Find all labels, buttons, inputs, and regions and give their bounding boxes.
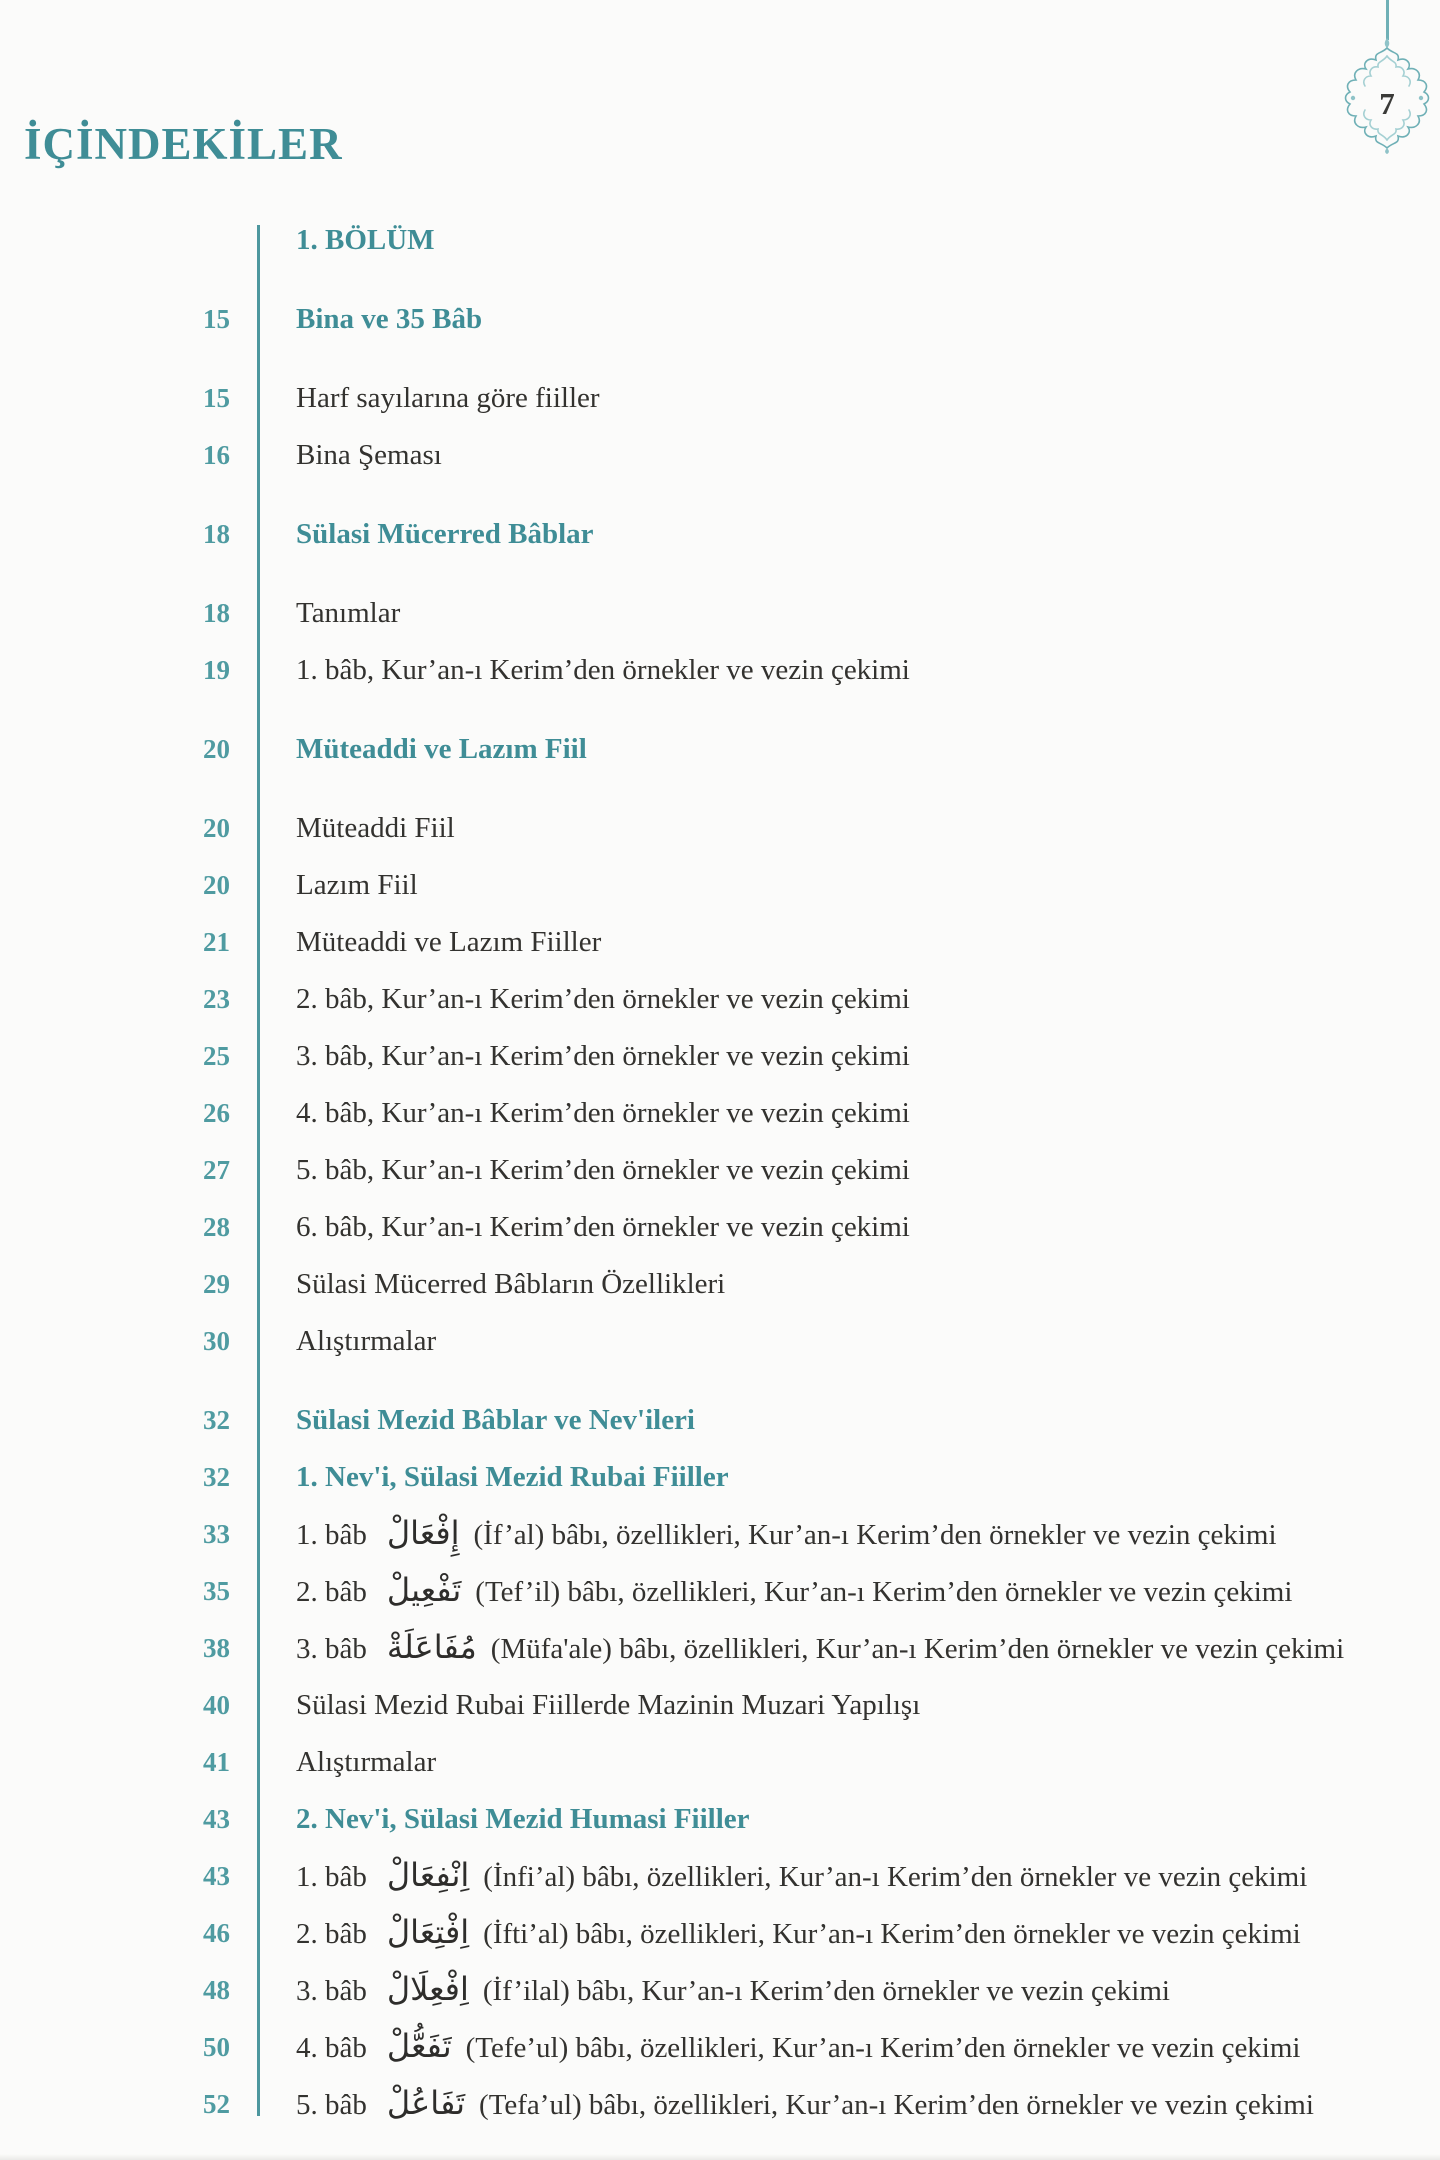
page-number: 7	[1379, 86, 1395, 121]
toc-entry-label	[296, 1628, 1345, 1666]
toc-row	[0, 800, 1440, 857]
toc-entry-label	[296, 303, 482, 336]
toc-entry-label	[296, 597, 400, 630]
toc-entry-label	[296, 1803, 750, 1836]
toc-entry-text-after: (Müfa'ale) bâbı, özellikleri, Kur’an-ı Kerim’den örnekler ve vezin çekimi	[490, 1633, 1345, 1665]
toc-page-number: 27	[203, 1155, 230, 1185]
toc-entry-text: 3. bâb	[296, 1975, 367, 2007]
toc-entry-text: Alıştırmalar	[296, 1325, 437, 1357]
toc-entry-arabic-word: اِفْتِعَالْ	[386, 1913, 470, 1951]
toc-row	[0, 427, 1440, 484]
toc-entry-text: 1. bâb, Kur’an-ı Kerim’den örnekler ve vezin çekimi	[296, 654, 910, 686]
toc-row	[0, 1563, 1440, 1620]
toc-page-number: 35	[203, 1576, 230, 1606]
toc-entry-arabic-word: مُفَاعَلَةْ	[386, 1628, 477, 1666]
toc-entry-text: 5. bâb	[296, 2089, 367, 2121]
toc-page-number: 43	[203, 1861, 230, 1891]
toc-page-number: 15	[203, 304, 230, 334]
toc-entry-label	[296, 2084, 1314, 2122]
toc-page-number: 32	[203, 1405, 230, 1435]
toc-entry-text-after: (İnfi’al) bâbı, özellikleri, Kur’an-ı Kerim’den örnekler ve vezin çekimi	[483, 1861, 1308, 1893]
toc-entry-text: 2. bâb	[296, 1918, 367, 1950]
toc-row	[0, 642, 1440, 699]
toc-row	[0, 291, 1440, 348]
toc-page-number: 20	[203, 734, 230, 764]
toc-entry-text: 2. bâb, Kur’an-ı Kerim’den örnekler ve vezin çekimi	[296, 983, 910, 1015]
toc-page-number: 30	[203, 1326, 230, 1356]
toc-row	[0, 857, 1440, 914]
toc-entry-text: Bina ve 35 Bâb	[296, 303, 483, 335]
toc-page-number: 15	[203, 383, 230, 413]
toc-entry-arabic-word: اِنْفِعَالْ	[386, 1856, 470, 1894]
toc-entry-text: Sülasi Mücerred Bâbların Özellikleri	[296, 1268, 726, 1300]
toc-entry-label	[296, 733, 587, 766]
toc-page-number: 29	[203, 1269, 230, 1299]
toc-page-number: 41	[203, 1747, 230, 1777]
toc-list	[0, 212, 1440, 2133]
toc-entry-text: 1. bâb	[296, 1519, 367, 1551]
toc-entry-text: 3. bâb	[296, 1633, 367, 1665]
page-bottom-edge	[0, 2154, 1440, 2160]
toc-row	[0, 1392, 1440, 1449]
toc-entry-text: Sülasi Mezid Rubai Fiillerde Mazinin Muzari Yapılışı	[296, 1689, 921, 1721]
toc-row	[0, 212, 1440, 269]
toc-page-number: 50	[203, 2032, 230, 2062]
toc-page-number: 43	[203, 1804, 230, 1834]
toc-entry-arabic-word: تَفَعُّلْ	[386, 2027, 452, 2065]
toc-entry-text-after: (İf’al) bâbı, özellikleri, Kur’an-ı Kerim’den örnekler ve vezin çekimi	[473, 1519, 1277, 1551]
toc-page-number: 20	[203, 813, 230, 843]
toc-entry-text: Bina Şeması	[296, 439, 442, 471]
toc-row	[0, 1313, 1440, 1370]
toc-entry-label	[296, 926, 601, 959]
toc-entry-text: Müteaddi ve Lazım Fiil	[296, 733, 587, 765]
toc-entry-label	[296, 439, 442, 472]
toc-row	[0, 1734, 1440, 1791]
toc-page-number: 38	[203, 1633, 230, 1663]
toc-entry-text: 4. bâb	[296, 2032, 367, 2064]
toc-entry-label	[296, 1689, 920, 1722]
toc-entry-label	[296, 1268, 725, 1301]
toc-page-number: 25	[203, 1041, 230, 1071]
toc-page-number: 33	[203, 1519, 230, 1549]
toc-page-number: 18	[203, 598, 230, 628]
toc-row	[0, 1848, 1440, 1905]
toc-row	[0, 1142, 1440, 1199]
toc-page-number: 21	[203, 927, 230, 957]
toc-row	[0, 2019, 1440, 2076]
toc-row	[0, 971, 1440, 1028]
toc-page-number: 52	[203, 2089, 230, 2119]
toc-entry-text: 5. bâb, Kur’an-ı Kerim’den örnekler ve vezin çekimi	[296, 1154, 910, 1186]
ornament-medallion	[1340, 36, 1434, 154]
toc-entry-text: Harf sayılarına göre fiiller	[296, 382, 600, 414]
toc-entry-label	[296, 382, 600, 415]
toc-entry-arabic-word: اِفْعِلَالْ	[386, 1970, 469, 2008]
toc-entry-label	[296, 224, 435, 257]
toc-entry-text-after: (Tefa’ul) bâbı, özellikleri, Kur’an-ı Kerim’den örnekler ve vezin çekimi	[479, 2089, 1314, 2121]
toc-entry-label	[296, 1461, 729, 1494]
toc-entry-text-after: (İfti’al) bâbı, özellikleri, Kur’an-ı Kerim’den örnekler ve vezin çekimi	[483, 1918, 1301, 1950]
toc-row	[0, 1677, 1440, 1734]
toc-page-number: 32	[203, 1462, 230, 1492]
toc-entry-label	[296, 983, 910, 1016]
toc-row	[0, 1620, 1440, 1677]
toc-row	[0, 1791, 1440, 1848]
toc-entry-text: Sülasi Mücerred Bâblar	[296, 518, 594, 550]
toc-entry-label	[296, 869, 418, 902]
toc-entry-label	[296, 1746, 436, 1779]
toc-page-number: 23	[203, 984, 230, 1014]
toc-entry-label	[296, 654, 910, 687]
toc-entry-label	[296, 1970, 1170, 2008]
toc-row	[0, 1506, 1440, 1563]
toc-page-number: 20	[203, 870, 230, 900]
toc-row	[0, 1085, 1440, 1142]
toc-entry-text: Müteaddi Fiil	[296, 812, 455, 844]
toc-entry-label	[296, 1211, 910, 1244]
toc-entry-text: 1. bâb	[296, 1861, 367, 1893]
toc-entry-label	[296, 1856, 1308, 1894]
toc-entry-text: Müteaddi ve Lazım Fiiller	[296, 926, 602, 958]
toc-page-number: 26	[203, 1098, 230, 1128]
toc-entry-text-after: (Tefe’ul) bâbı, özellikleri, Kur’an-ı Kerim’den örnekler ve vezin çekimi	[465, 2032, 1301, 2064]
toc-row	[0, 370, 1440, 427]
toc-row	[0, 2076, 1440, 2133]
toc-row	[0, 1256, 1440, 1313]
toc-entry-text: 4. bâb, Kur’an-ı Kerim’den örnekler ve vezin çekimi	[296, 1097, 910, 1129]
toc-row	[0, 1199, 1440, 1256]
page-title: İÇİNDEKİLER	[24, 119, 343, 169]
toc-entry-label	[296, 2027, 1301, 2065]
toc-page-number: 16	[203, 440, 230, 470]
toc-page-number: 18	[203, 519, 230, 549]
toc-page-number: 46	[203, 1918, 230, 1948]
toc-row	[0, 1905, 1440, 1962]
toc-entry-text: Lazım Fiil	[296, 869, 418, 901]
toc-entry-label	[296, 812, 455, 845]
toc-entry-text: Alıştırmalar	[296, 1746, 437, 1778]
toc-page-number: 28	[203, 1212, 230, 1242]
toc-entry-text: 1. BÖLÜM	[296, 224, 435, 256]
toc-entry-label	[296, 1040, 910, 1073]
toc-entry-label	[296, 1097, 910, 1130]
toc-entry-text: Sülasi Mezid Bâblar ve Nev'ileri	[296, 1404, 695, 1436]
toc-entry-text: 6. bâb, Kur’an-ı Kerim’den örnekler ve vezin çekimi	[296, 1211, 910, 1243]
toc-page-number: 40	[203, 1690, 230, 1720]
toc-entry-text: Tanımlar	[296, 597, 401, 629]
toc-entry-arabic-word: إِفْعَالْ	[386, 1514, 460, 1552]
toc-row	[0, 1962, 1440, 2019]
toc-page-number: 48	[203, 1975, 230, 2005]
toc-entry-text-after: (Tef’il) bâbı, özellikleri, Kur’an-ı Kerim’den örnekler ve vezin çekimi	[475, 1576, 1293, 1608]
toc-page-number: 19	[203, 655, 230, 685]
toc-entry-label	[296, 1404, 695, 1437]
toc-row	[0, 914, 1440, 971]
toc-entry-label	[296, 1154, 910, 1187]
toc-row	[0, 1028, 1440, 1085]
ornament-stem-line	[1386, 0, 1389, 40]
toc-entry-label	[296, 1571, 1293, 1609]
toc-entry-label	[296, 1913, 1301, 1951]
toc-entry-label	[296, 518, 594, 551]
toc-row	[0, 721, 1440, 778]
toc-row	[0, 585, 1440, 642]
toc-entry-text: 1. Nev'i, Sülasi Mezid Rubai Fiiller	[296, 1461, 729, 1493]
toc-entry-text: 3. bâb, Kur’an-ı Kerim’den örnekler ve vezin çekimi	[296, 1040, 910, 1072]
toc-entry-text-after: (İf’ilal) bâbı, Kur’an-ı Kerim’den örnekler ve vezin çekimi	[482, 1975, 1170, 2007]
toc-entry-arabic-word: تَفْعِيلْ	[386, 1571, 462, 1609]
toc-row	[0, 506, 1440, 563]
toc-entry-label	[296, 1325, 436, 1358]
toc-row	[0, 1449, 1440, 1506]
toc-entry-arabic-word: تَفَاعُلْ	[386, 2084, 466, 2122]
toc-entry-text: 2. Nev'i, Sülasi Mezid Humasi Fiiller	[296, 1803, 750, 1835]
toc-entry-text: 2. bâb	[296, 1576, 367, 1608]
toc-entry-label	[296, 1514, 1277, 1552]
